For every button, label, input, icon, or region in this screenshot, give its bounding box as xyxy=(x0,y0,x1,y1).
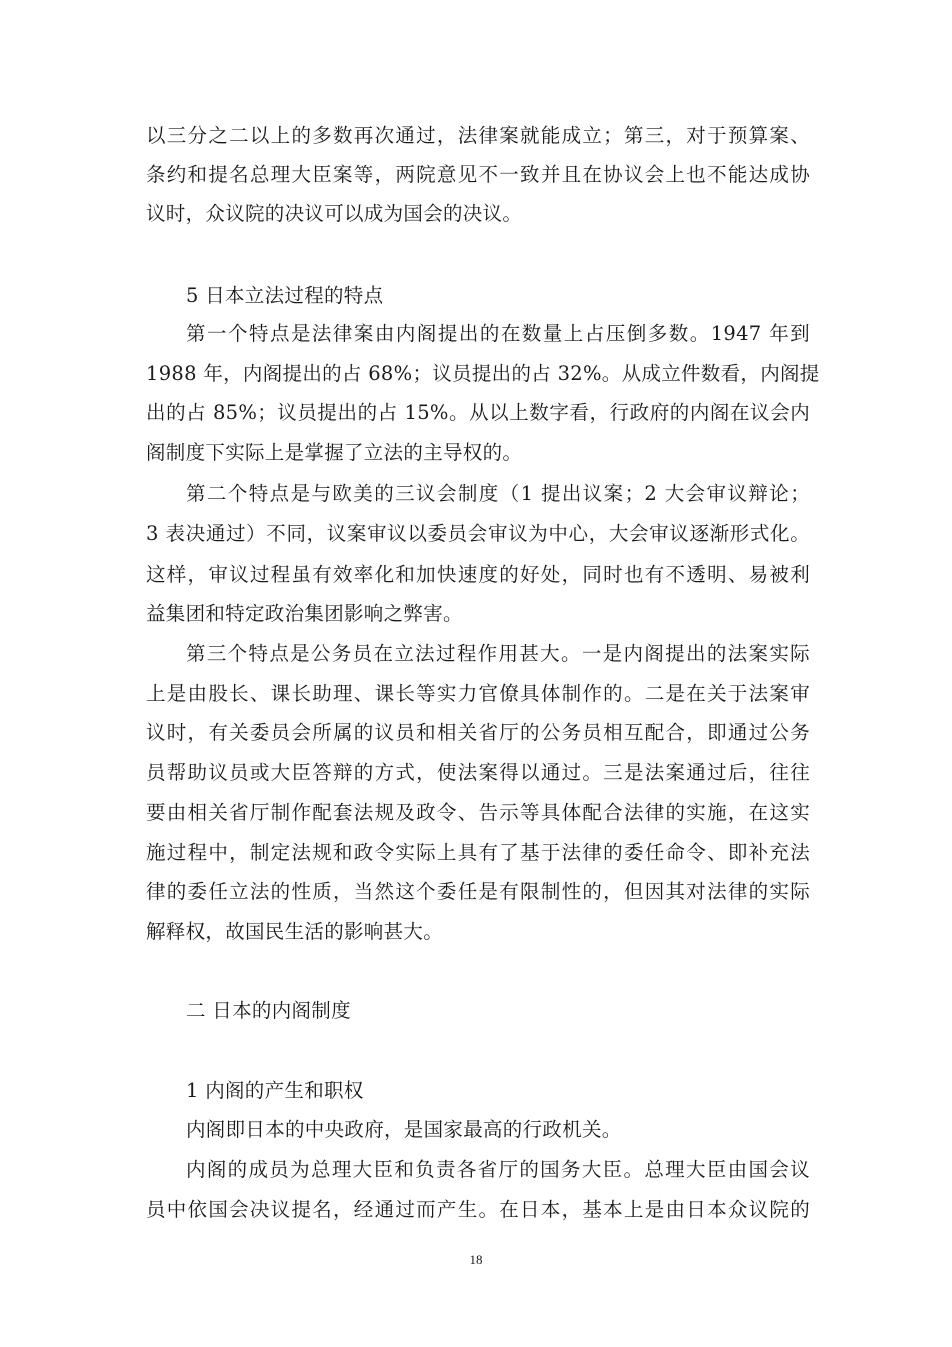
body-text-line: 要由相关省厅制作配套法规及政令、告示等具体配合法律的实施，在这实 xyxy=(146,801,810,824)
page-number: 18 xyxy=(469,1252,483,1267)
body-text-line: 益集团和特定政治集团影响之弊害。 xyxy=(146,602,463,625)
body-text-line: 1988 年，内阁提出的占 68%；议员提出的占 32%。从成立件数看，内阁提 xyxy=(146,362,820,385)
body-text-line: 第一个特点是法律案由内阁提出的在数量上占压倒多数。1947 年到 xyxy=(186,322,810,345)
section-heading: 5 日本立法过程的特点 xyxy=(186,284,384,307)
subsection-heading: 1 内阁的产生和职权 xyxy=(186,1079,364,1102)
body-text-line: 第二个特点是与欧美的三议会制度（1 提出议案；2 大会审议辩论； xyxy=(186,482,810,505)
section-heading: 二 日本的内阁制度 xyxy=(186,999,351,1022)
body-text-line: 议时，有关委员会所属的议员和相关省厅的公务员相互配合，即通过公务 xyxy=(146,721,810,744)
body-text-line: 3 表决通过）不同，议案审议以委员会审议为中心，大会审议逐渐形式化。 xyxy=(146,522,810,545)
body-text-line: 员中依国会决议提名，经通过而产生。在日本，基本上是由日本众议院的 xyxy=(146,1198,810,1221)
body-text-line: 律的委任立法的性质，当然这个委任是有限制性的，但因其对法律的实际 xyxy=(146,880,810,903)
body-text-line: 阁制度下实际上是掌握了立法的主导权的。 xyxy=(146,441,523,464)
body-text-line: 施过程中，制定法规和政令实际上具有了基于法律的委任命令、即补充法 xyxy=(146,841,810,864)
body-text-line: 内阁的成员为总理大臣和负责各省厅的国务大臣。总理大臣由国会议 xyxy=(186,1158,810,1181)
body-text-line: 出的占 85%；议员提出的占 15%。从以上数字看，行政府的内阁在议会内 xyxy=(146,401,810,424)
body-text-line: 第三个特点是公务员在立法过程作用甚大。一是内阁提出的法案实际 xyxy=(186,642,810,665)
body-text-line: 解释权，故国民生活的影响甚大。 xyxy=(146,920,444,943)
body-text-line: 员帮助议员或大臣答辩的方式，使法案得以通过。三是法案通过后，往往 xyxy=(146,761,810,784)
body-text-line: 议时，众议院的决议可以成为国会的决议。 xyxy=(146,202,523,225)
body-text-line: 以三分之二以上的多数再次通过，法律案就能成立；第三，对于预算案、 xyxy=(146,124,810,147)
body-text-line: 这样，审议过程虽有效率化和加快速度的好处，同时也有不透明、易被利 xyxy=(146,563,810,586)
body-text-line: 内阁即日本的中央政府，是国家最高的行政机关。 xyxy=(186,1118,622,1141)
body-text-line: 条约和提名总理大臣案等，两院意见不一致并且在协议会上也不能达成协 xyxy=(146,163,810,186)
body-text-line: 上是由股长、课长助理、课长等实力官僚具体制作的。二是在关于法案审 xyxy=(146,682,810,705)
